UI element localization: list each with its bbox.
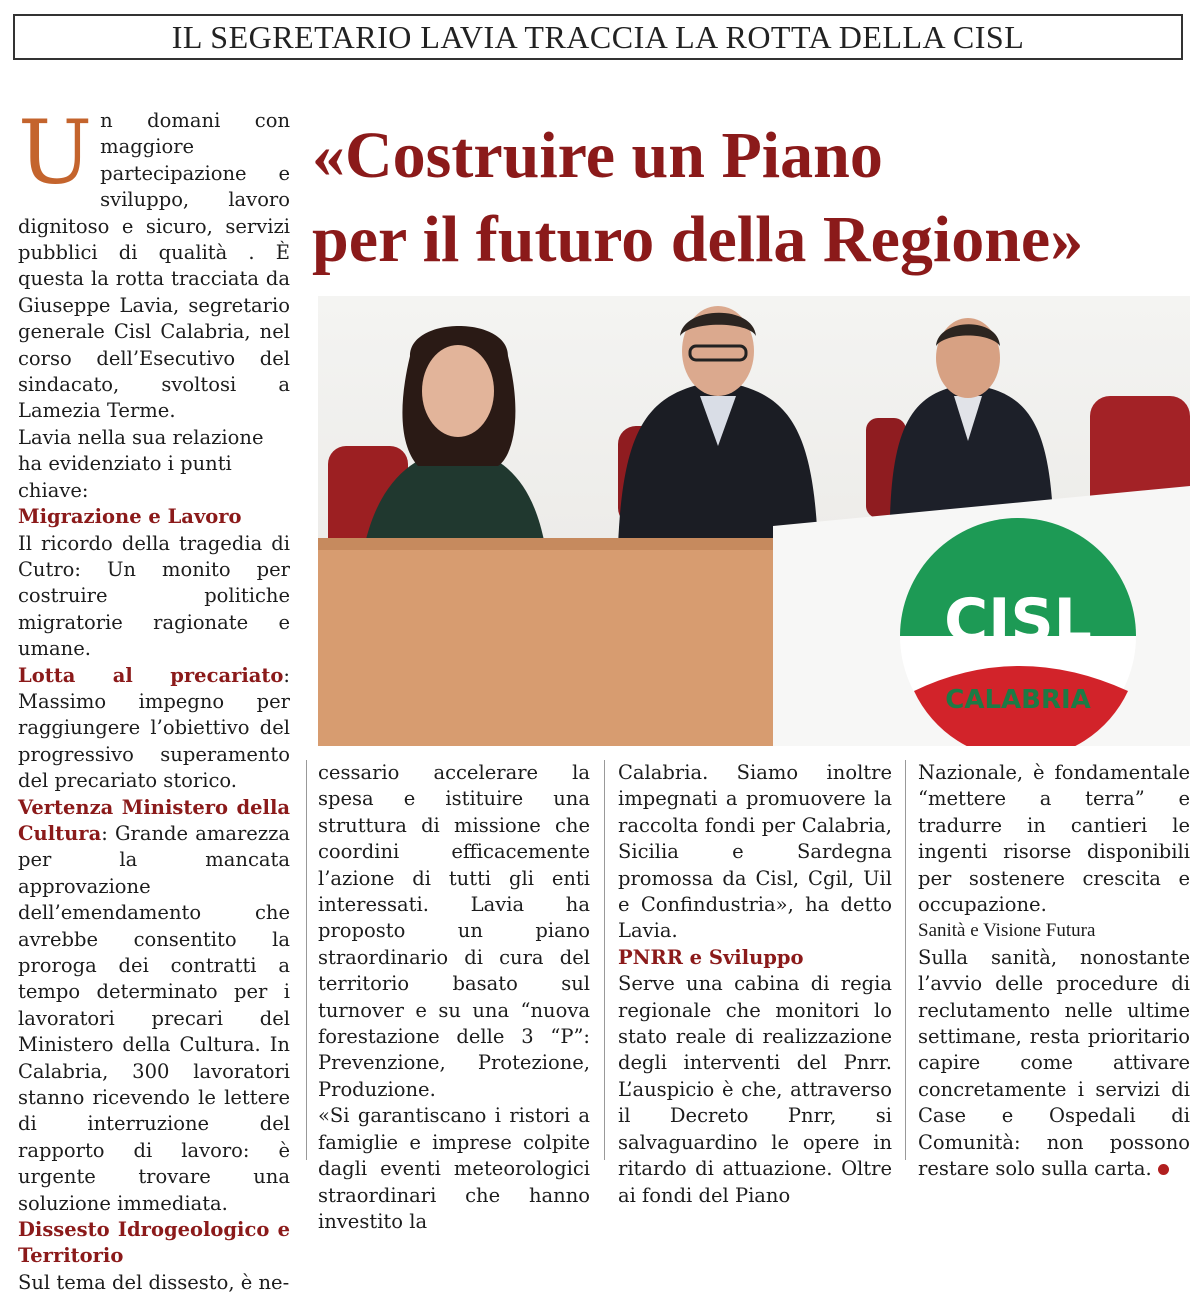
paragraph xyxy=(18,663,290,795)
person-left-face xyxy=(422,345,494,437)
kicker-banner: IL SEGRETARIO LAVIA TRACCIA LA ROTTA DELLA CISL xyxy=(13,14,1183,60)
paragraph: «Si garantiscano i ristori a famiglie e imprese colpite dagli eventi meteorologici straordinari che hanno investito la xyxy=(318,1104,590,1233)
paragraph-text: : Massimo impegno per raggiungere l’obiettivo del progressivo superamento del precariato storico. xyxy=(18,663,290,793)
paragraph xyxy=(918,945,1190,1183)
logo-subtext: CALABRIA xyxy=(945,685,1091,715)
section-heading: PNRR e Sviluppo xyxy=(618,945,804,969)
headline-line-1: «Costruire un Piano xyxy=(312,119,883,192)
intro-paragraph xyxy=(18,101,290,425)
paragraph xyxy=(18,795,290,1218)
inline-heading: Lotta al precariato xyxy=(18,663,284,687)
drop-cap: U xyxy=(18,101,93,204)
column-divider xyxy=(604,760,605,1160)
intro-text: n domani con maggiore partecipazione e sviluppo, lavoro dignitoso e sicuro, servizi pubblici di qualità . È questa la rotta tracciata da Giuseppe Lavia, segretario generale Cisl Calabria, nel corso dell’Esecutivo del sindacato, svoltosi a Lamezia Terme. xyxy=(18,109,290,423)
paragraph: Calabria. Siamo inoltre impegnati a promuovere la raccolta fondi per Calabria, Sicilia e Sardegna promossa da Cisl, Cgil, Uil e Confindustria», ha detto Lavia. xyxy=(618,761,892,943)
end-bullet-icon xyxy=(1158,1164,1169,1175)
logo-text: CISL xyxy=(944,586,1092,656)
column-3 xyxy=(618,760,892,1209)
section-heading: Dissesto Idrogeologico e Territorio xyxy=(18,1218,290,1268)
paragraph: cessario accelerare la spesa e istituire una struttura di missione che coordini efficacemente l’azione di tutti gli enti interessati. Lavia ha proposto un piano straordinario di cura del territorio basato sul turnover e su una “nuova forestazione delle 3 “P”: Prevenzione, Protezione, Produzione. xyxy=(318,761,590,1101)
inline-heading: Vertenza Ministero della Cultura xyxy=(18,795,290,845)
paragraph: Serve una cabina di regia regionale che monitori lo stato reale di realizzazione degli interventi del Pnrr. L’auspicio è che, attraverso il Decreto Pnrr, si salvaguardino le opere in ritardo di attuazione. Oltre ai fondi del Piano xyxy=(618,972,892,1207)
column-4 xyxy=(918,760,1190,1183)
column-1 xyxy=(18,101,290,1296)
press-conference-photo xyxy=(318,296,1190,746)
headline-line-2: per il futuro della Regione» xyxy=(312,203,1084,276)
column-2 xyxy=(318,760,590,1235)
paragraph: Sul tema del dissesto, è ne- xyxy=(18,1270,290,1294)
paragraph: Lavia nella sua relazione ha evidenziato i punti chiave: xyxy=(18,425,264,502)
wooden-desk xyxy=(318,538,788,746)
column-divider xyxy=(306,760,307,1160)
column-divider xyxy=(905,760,906,1160)
photo-illustration xyxy=(318,296,1190,746)
headline xyxy=(312,114,1182,282)
desk-edge xyxy=(318,538,788,550)
paragraph-text: Sulla sanità, nonostante l’avvio delle procedure di reclutamento nelle ultime settimane, resta prioritario capire come attivare concretamente i servizi di Case e Ospedali di Comunità: non possono restare solo sulla carta. xyxy=(918,945,1190,1181)
subheading: Sanità e Visione Futura xyxy=(918,920,1096,942)
paragraph: Il ricordo della tragedia di Cutro: Un monito per costruire politiche migratorie ragionate e umane. xyxy=(18,531,290,661)
paragraph-text: : Grande amarezza per la mancata approvazione dell’emendamento che avrebbe consentito la proroga dei contratti a tempo determinato per i lavoratori precari del Ministero della Cultura. In Calabria, 300 lavoratori stanno ricevendo le lettere di interruzione del rapporto di lavoro: è urgente trovare una soluzione immediata. xyxy=(18,821,290,1215)
cisl-logo xyxy=(900,518,1136,746)
paragraph: Nazionale, è fondamentale “mettere a terra” e tradurre in cantieri le ingenti risorse disponibili per sostenere crescita e occupazione. xyxy=(918,761,1190,917)
section-heading: Migrazione e Lavoro xyxy=(18,505,242,529)
